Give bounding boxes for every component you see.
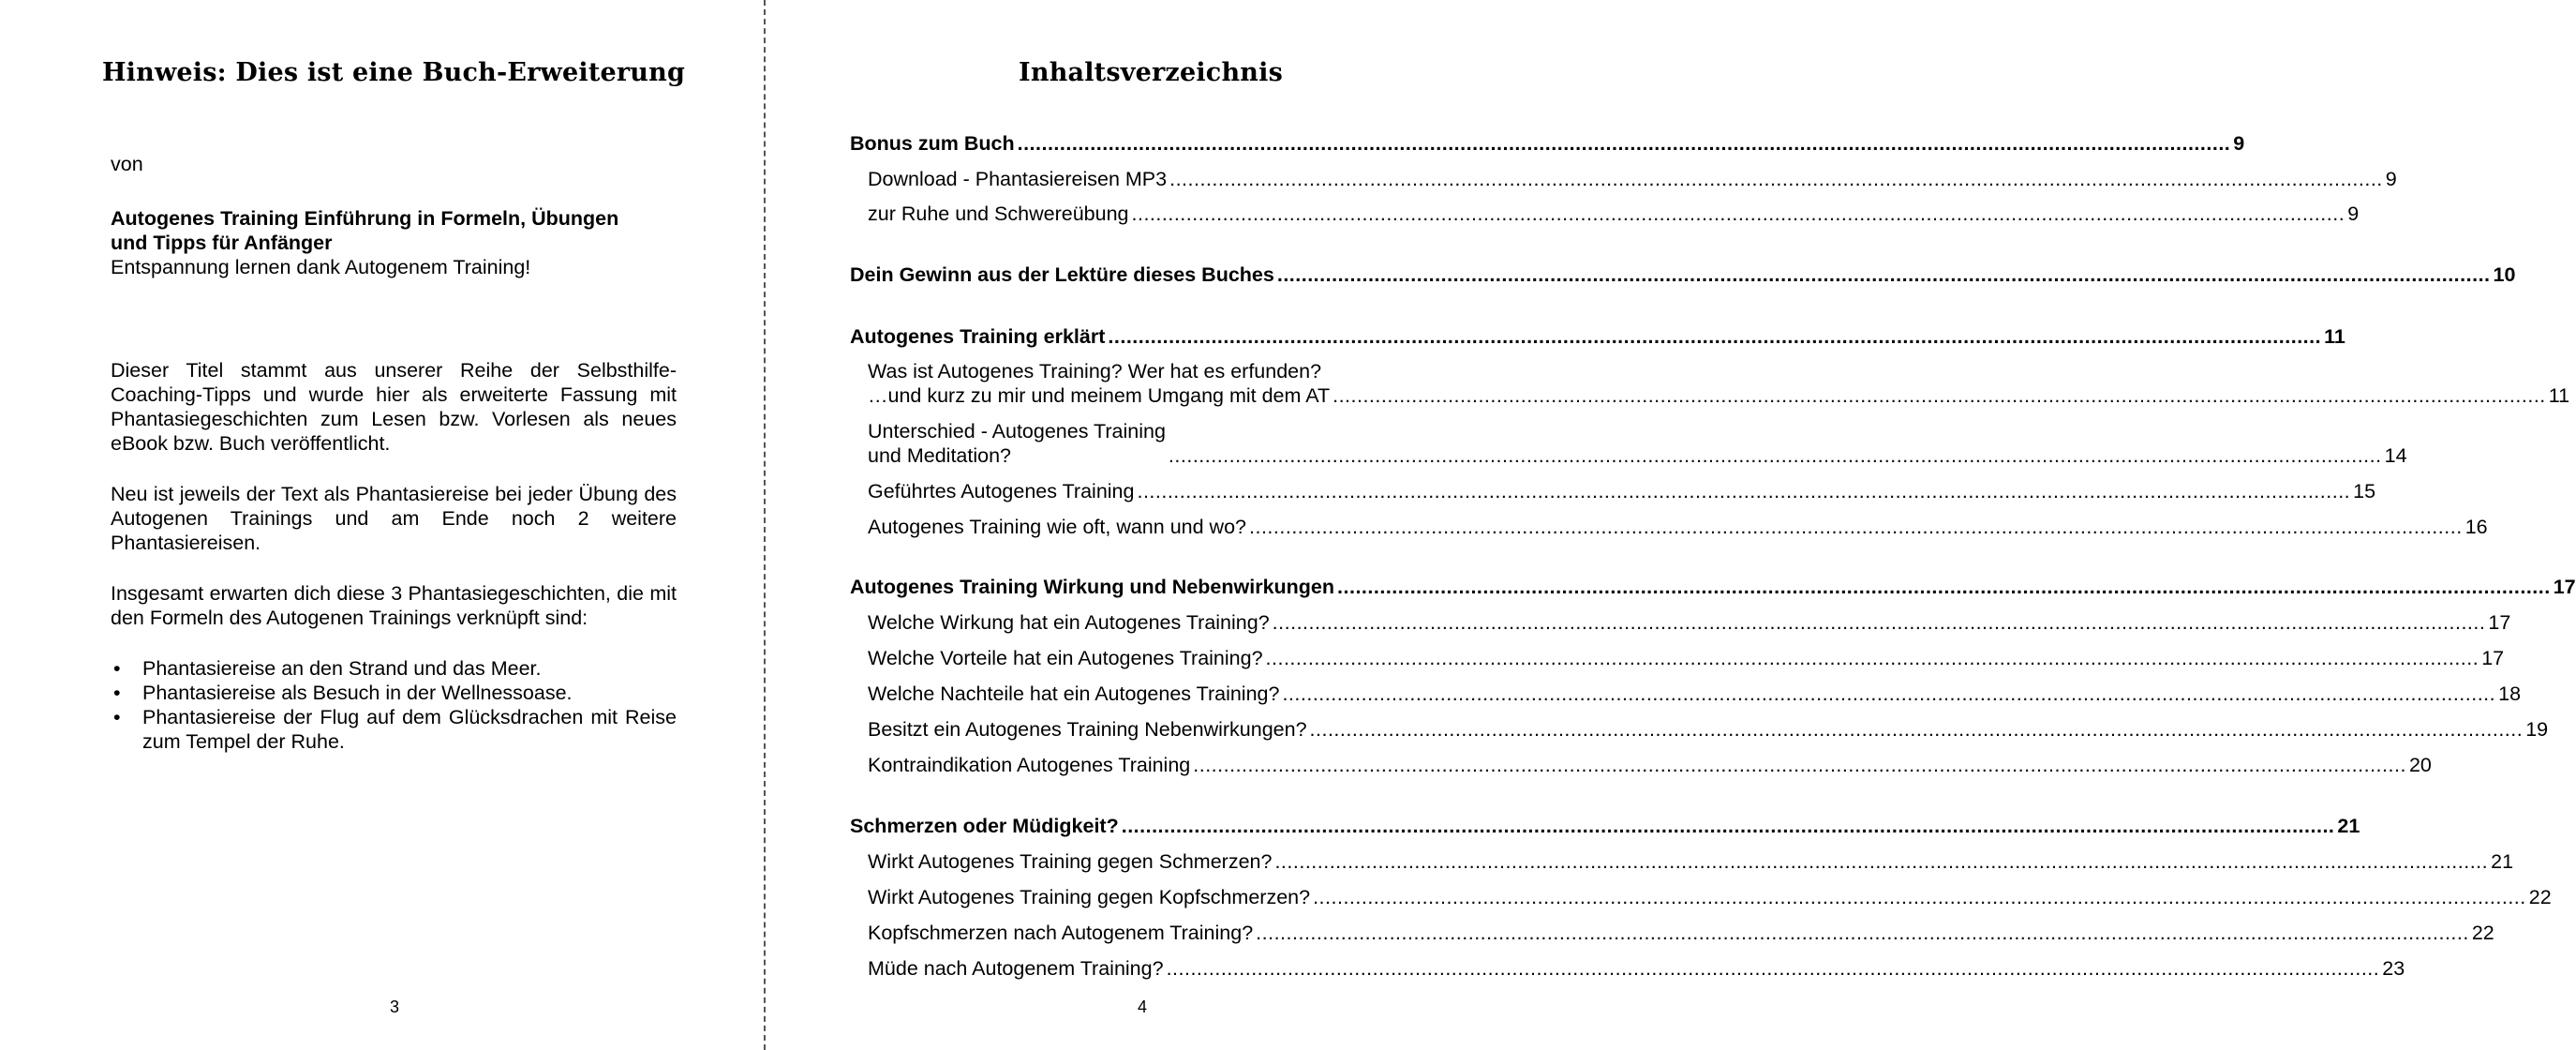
toc-leader: ........................................................................................................................................................................................................ [1309, 718, 2524, 741]
left-page-heading: Hinweis: Dies ist eine Buch-Erweiterung [101, 58, 686, 87]
toc-subentry[interactable] [868, 202, 2360, 226]
toc-entry-title: Autogenes Training erklärt [850, 325, 1106, 348]
bullet-text: Phantasiereise als Besuch in der Wellnessoase. [142, 682, 573, 704]
toc-entry-page: 9 [2233, 132, 2245, 155]
toc-entry-title: Welche Nachteile hat ein Autogenes Training? [868, 682, 1280, 705]
toc-entry-page: 22 [2528, 886, 2552, 908]
toc-subentry[interactable] [868, 682, 2522, 706]
page-number: 4 [1137, 998, 1147, 1016]
toc-entry-page: 16 [2464, 516, 2488, 538]
paragraph-1: Dieser Titel stammt aus unserer Reihe der Selbsthilfe-Coaching-Tipps und wurde hier als erweiterte Fassung mit Phantasiegeschichten zum Lesen bzw. Vorlesen als neues eBook bzw. Buch veröffentlicht. [111, 359, 677, 455]
toc-leader: ........................................................................................................................................................................................................ [1017, 132, 2231, 155]
toc-leader: ........................................................................................................................................................................................................ [1121, 815, 2335, 837]
toc-entry-title-line-1: Was ist Autogenes Training? Wer hat es erfunden? [868, 360, 1322, 382]
toc-leader: ........................................................................................................................................................................................................ [1169, 168, 2383, 190]
toc-leader: ........................................................................................................................................................................................................ [1249, 516, 2463, 538]
von-label: von [111, 153, 143, 175]
toc-entry-title: Geführtes Autogenes Training [868, 480, 1135, 502]
toc-leader: ........................................................................................................................................................................................................ [1274, 850, 2489, 873]
toc-entry-page: 15 [2353, 480, 2376, 502]
bullet-item [111, 681, 677, 705]
bullet-icon: • [113, 657, 121, 680]
toc-subentry[interactable] [868, 849, 2514, 874]
book-title-line-2: und Tipps für Anfänger [111, 232, 333, 254]
toc-entry-page: 10 [2493, 263, 2516, 286]
toc-entry-page: 9 [2385, 168, 2397, 190]
toc-subentry[interactable] [868, 921, 2494, 945]
toc-subentry[interactable] [868, 646, 2505, 670]
toc-entry-title [868, 359, 1330, 408]
bullet-item [111, 705, 677, 754]
toc-entry-page: 21 [2491, 850, 2514, 873]
toc-subentry[interactable] [868, 717, 2549, 742]
toc-entry-title: Schmerzen oder Müdigkeit? [850, 815, 1119, 837]
toc-leader: ........................................................................................................................................................................................................ [1131, 202, 2345, 225]
toc-leader: ........................................................................................................................................................................................................ [1256, 922, 2469, 944]
toc-entry-page: 11 [2548, 384, 2570, 407]
toc-entry[interactable] [850, 575, 2576, 599]
toc-leader: ........................................................................................................................................................................................................ [1166, 957, 2380, 980]
page-divider [764, 0, 766, 1050]
toc-leader: ........................................................................................................................................................................................................ [1276, 263, 2491, 286]
toc-subentry[interactable] [868, 359, 2570, 408]
toc-entry-title: Bonus zum Buch [850, 132, 1015, 155]
toc-entry-title: Dein Gewinn aus der Lektüre dieses Buches [850, 263, 1274, 286]
toc-entry-page: 17 [2481, 647, 2505, 669]
toc-entry-title: Wirkt Autogenes Training gegen Schmerzen? [868, 850, 1273, 873]
toc-entry[interactable] [850, 814, 2360, 838]
toc-entry-title [868, 419, 1166, 468]
toc-entry-page: 20 [2408, 754, 2432, 776]
toc-entry-page: 17 [2553, 576, 2576, 598]
toc-entry-page: 23 [2382, 957, 2405, 980]
toc-leader: ........................................................................................................................................................................................................ [1265, 647, 2479, 669]
toc-entry-title: Welche Wirkung hat ein Autogenes Training? [868, 611, 1270, 634]
toc-entry-title: Autogenes Training Wirkung und Nebenwirkungen [850, 576, 1335, 598]
paragraph-2: Neu ist jeweils der Text als Phantasiereise bei jeder Übung des Autogenen Trainings und am Ende noch 2 weitere Phantasiereisen. [111, 483, 677, 554]
bullet-text: Phantasiereise an den Strand und das Meer. [142, 657, 542, 680]
toc-subentry[interactable] [868, 885, 2552, 909]
toc-entry-page: 18 [2498, 682, 2522, 705]
toc-subentry[interactable] [868, 753, 2432, 777]
toc-entry-title: Müde nach Autogenem Training? [868, 957, 1164, 980]
book-subtitle: Entspannung lernen dank Autogenem Training! [111, 256, 531, 278]
toc-entry-page: 19 [2525, 718, 2549, 741]
toc-entry[interactable] [850, 324, 2345, 349]
toc-leader: ........................................................................................................................................................................................................ [1313, 886, 2526, 908]
toc-entry-page: 14 [2384, 444, 2407, 467]
toc-leader: ........................................................................................................................................................................................................ [1337, 576, 2551, 598]
toc-subentry[interactable] [868, 515, 2488, 539]
toc-subentry[interactable] [868, 419, 2407, 468]
left-page [0, 0, 765, 1050]
toc-entry-title: Autogenes Training wie oft, wann und wo? [868, 516, 1246, 538]
toc-entry[interactable] [850, 131, 2245, 156]
toc-entry-title: Wirkt Autogenes Training gegen Kopfschmerzen? [868, 886, 1311, 908]
toc-subentry[interactable] [868, 610, 2511, 635]
bullet-icon: • [113, 682, 121, 704]
toc-entry-page: 17 [2488, 611, 2511, 634]
toc-entry-page: 11 [2324, 325, 2345, 348]
toc-subentry[interactable] [868, 479, 2376, 503]
toc-entry-page: 22 [2471, 922, 2494, 944]
toc-subentry[interactable] [868, 167, 2397, 191]
paragraph-3: Insgesamt erwarten dich diese 3 Phantasiegeschichten, die mit den Formeln des Autogenen Trainings verknüpft sind: [111, 582, 677, 629]
toc-entry-title: Kopfschmerzen nach Autogenem Training? [868, 922, 1254, 944]
toc-entry[interactable] [850, 262, 2516, 287]
page-number: 3 [389, 998, 399, 1016]
bullet-item [111, 656, 677, 681]
toc-leader: ........................................................................................................................................................................................................ [1282, 682, 2496, 705]
toc-leader: ........................................................................................................................................................................................................ [1137, 480, 2351, 502]
book-title-line-1: Autogenes Training Einführung in Formeln, Übungen [111, 207, 619, 230]
toc-entry-title: Kontraindikation Autogenes Training [868, 754, 1191, 776]
toc-entry-title-line-1: Unterschied - Autogenes Training [868, 420, 1166, 442]
toc-leader: ........................................................................................................................................................................................................ [1333, 384, 2546, 407]
toc-leader: ........................................................................................................................................................................................................ [1272, 611, 2486, 634]
toc-leader: ........................................................................................................................................................................................................ [1108, 325, 2322, 348]
bullet-icon: • [113, 706, 121, 728]
toc-leader: ........................................................................................................................................................................................................ [1168, 444, 2382, 467]
toc-entry-title: Welche Vorteile hat ein Autogenes Training? [868, 647, 1263, 669]
bullet-text: Phantasiereise der Flug auf dem Glücksdrachen mit Reise zum Tempel der Ruhe. [142, 706, 677, 753]
bullet-list [111, 656, 677, 754]
toc-entry-page: 9 [2347, 202, 2360, 225]
toc-heading: Inhaltsverzeichnis [1019, 58, 1283, 87]
toc-leader: ........................................................................................................................................................................................................ [1193, 754, 2406, 776]
toc-entry-title: Besitzt ein Autogenes Training Nebenwirkungen? [868, 718, 1307, 741]
toc-entry-title: Download - Phantasiereisen MP3 [868, 168, 1168, 190]
toc-subentry[interactable] [868, 956, 2405, 981]
toc-entry-page: 21 [2337, 815, 2360, 837]
right-page [767, 0, 2576, 1050]
book-title [111, 206, 677, 255]
toc-entry-title-line-2: und Meditation? [868, 444, 1011, 467]
toc-entry-title: zur Ruhe und Schwereübung [868, 202, 1129, 225]
toc-entry-title-line-2: …und kurz zu mir und meinem Umgang mit dem AT [868, 384, 1331, 407]
